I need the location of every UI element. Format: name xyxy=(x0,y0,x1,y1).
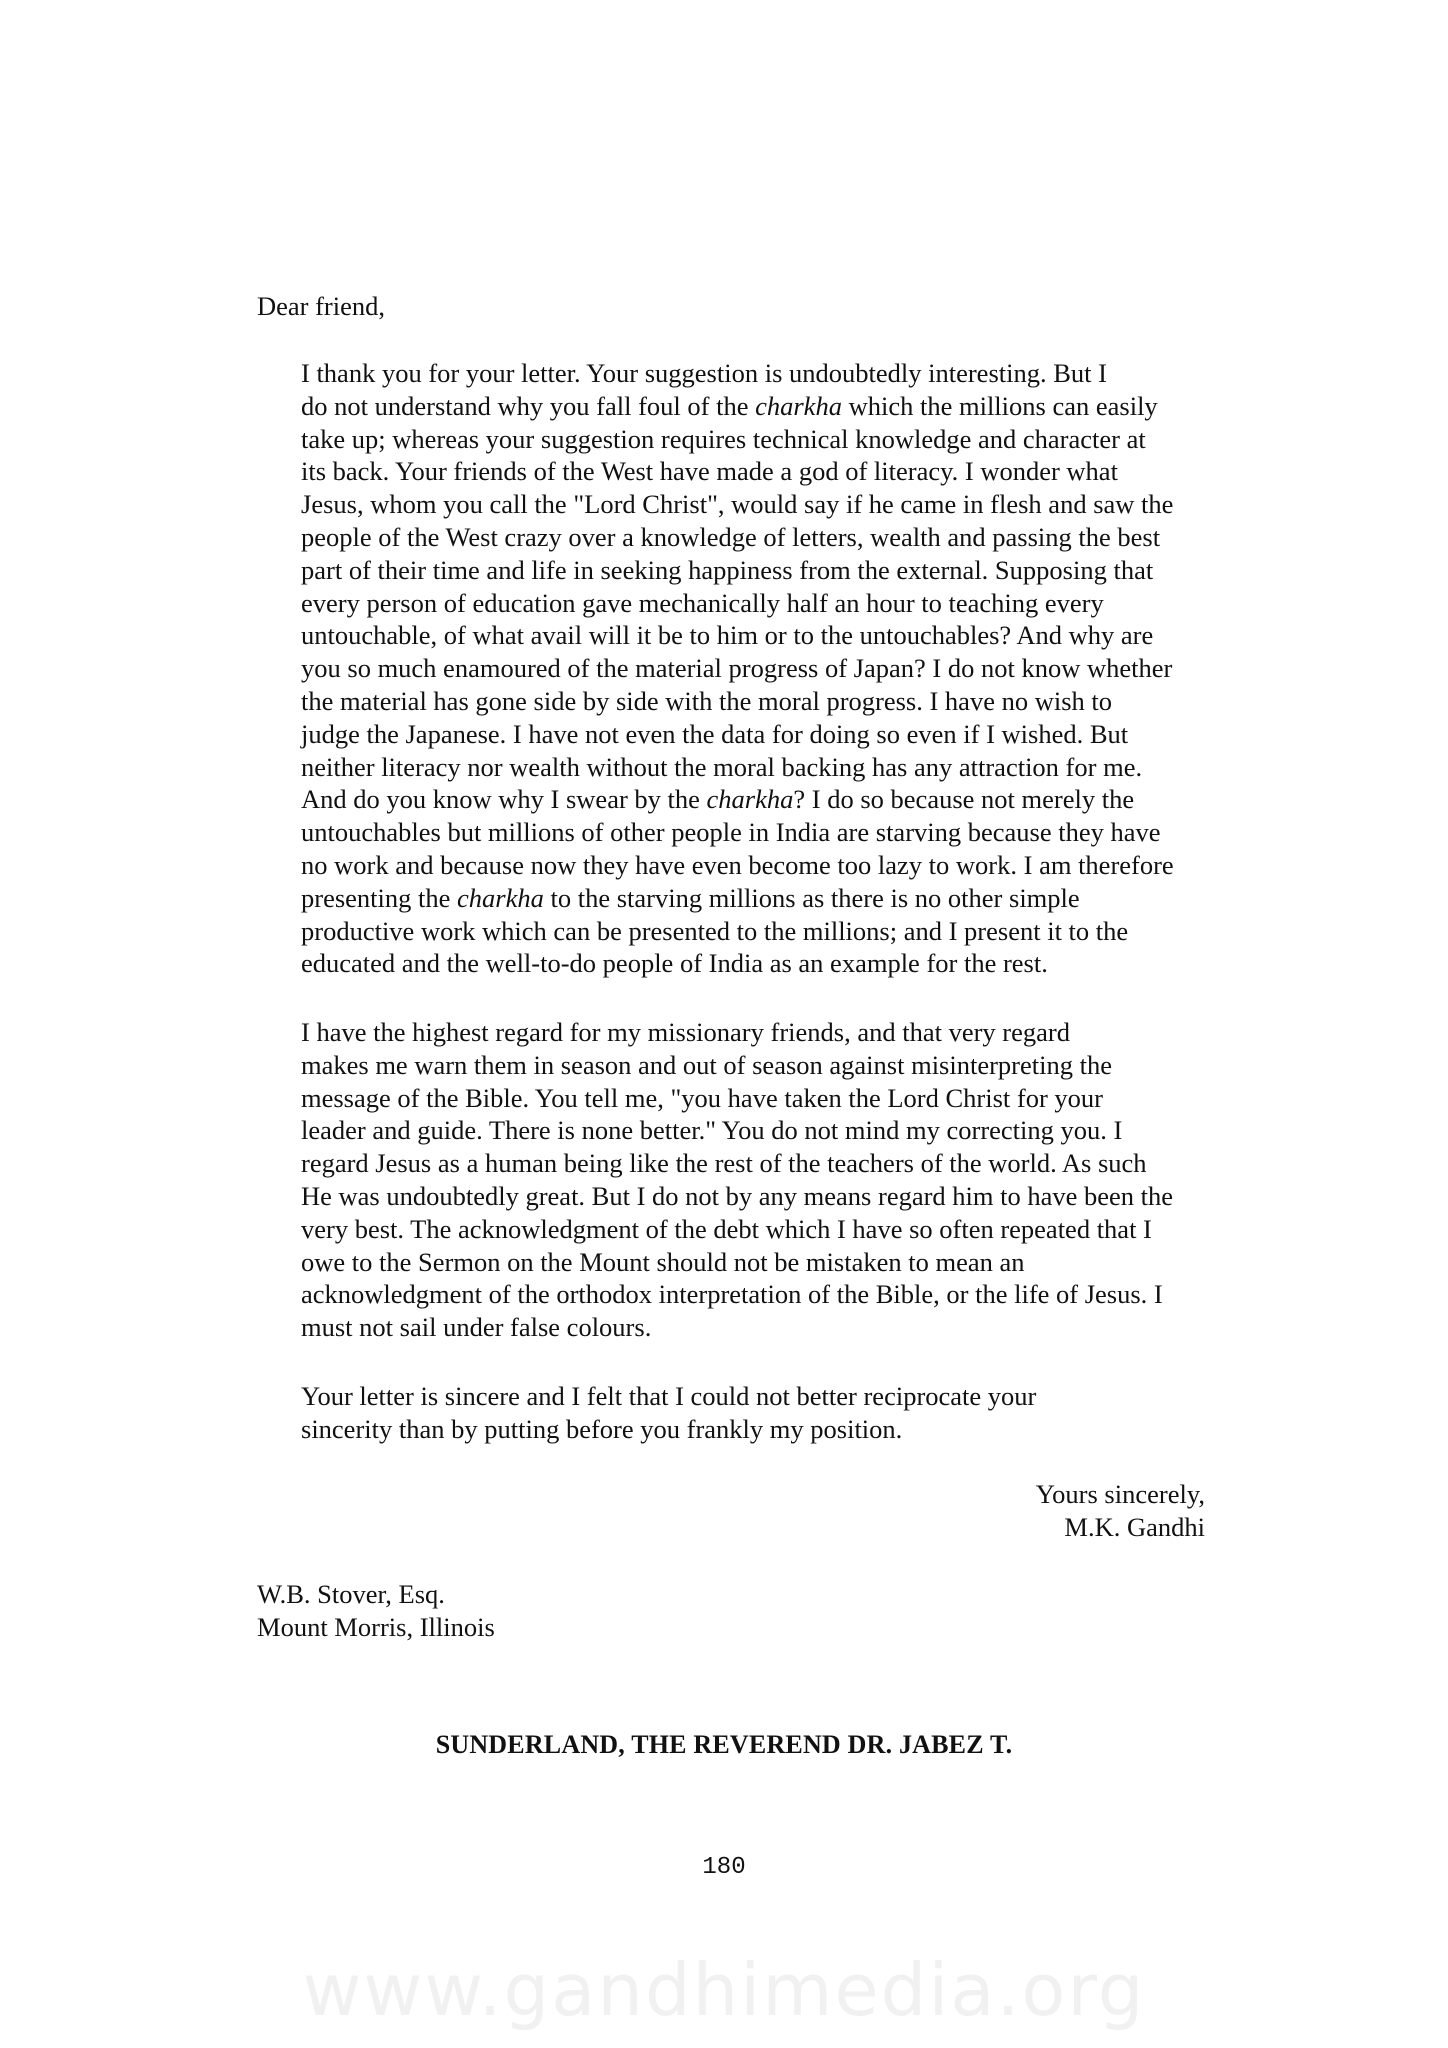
recipient-location: Mount Morris, Illinois xyxy=(257,1611,495,1642)
text-line: acknowledgment of the orthodox interpretation of the Bible, or the life of Jesus. I xyxy=(301,1279,1163,1310)
text-line: sincerity than by putting before you frankly my position. xyxy=(301,1413,903,1444)
text-line: the material has gone side by side with the moral progress. I have no wish to xyxy=(301,685,1113,716)
text-line: And do you know why I swear by the charkha? I do so because not merely the xyxy=(301,784,1135,815)
text-line: educated and the well-to-do people of India as an example for the rest. xyxy=(301,948,1048,979)
paragraph-1-text xyxy=(257,357,1205,980)
italic-term: charkha xyxy=(457,882,544,913)
text-line: judge the Japanese. I have not even the data for doing so even if I wished. But xyxy=(301,718,1129,749)
text-line: no work and because now they have even become too lazy to work. I am therefore xyxy=(301,849,1174,880)
text-line: take up; whereas your suggestion requires technical knowledge and character at xyxy=(301,423,1146,454)
text-line: productive work which can be presented to the millions; and I present it to the xyxy=(301,915,1129,946)
paragraph-3 xyxy=(257,1380,1205,1446)
text-line: part of their time and life in seeking happiness from the external. Supposing that xyxy=(301,554,1154,585)
text-line: makes me warn them in season and out of season against misinterpreting the xyxy=(301,1049,1112,1080)
letter-closing xyxy=(1036,1478,1205,1544)
text-line: you so much enamoured of the material progress of Japan? I do not know whether xyxy=(301,653,1173,684)
text-line: regard Jesus as a human being like the rest of the teachers of the world. As such xyxy=(301,1148,1147,1179)
paragraph-3-text xyxy=(257,1380,1205,1446)
paragraph-2 xyxy=(257,1016,1205,1344)
text-line: leader and guide. There is none better." You do not mind my correcting you. I xyxy=(301,1115,1123,1146)
signature: M.K. Gandhi xyxy=(1064,1511,1205,1542)
text-line: Jesus, whom you call the "Lord Christ", would say if he came in flesh and saw the xyxy=(301,489,1174,520)
text-line: every person of education gave mechanically half an hour to teaching every xyxy=(301,587,1104,618)
text-line: I have the highest regard for my missionary friends, and that very regard xyxy=(301,1017,1070,1047)
text-line: untouchable, of what avail will it be to him or to the untouchables? And why are xyxy=(301,620,1154,651)
text-line: people of the West crazy over a knowledge of letters, wealth and passing the best xyxy=(301,521,1161,552)
paragraph-1 xyxy=(257,357,1205,980)
paragraph-2-text xyxy=(257,1016,1205,1344)
recipient-name: W.B. Stover, Esq. xyxy=(257,1579,445,1609)
text-line: neither literacy nor wealth without the moral backing has any attraction for me. xyxy=(301,751,1143,782)
text-line: I thank you for your letter. Your suggestion is undoubtedly interesting. But I xyxy=(301,358,1107,388)
text-line: do not understand why you fall foul of the charkha which the millions can easily xyxy=(301,390,1158,421)
text-line: presenting the charkha to the starving millions as there is no other simple xyxy=(301,882,1080,913)
section-heading: SUNDERLAND, THE REVEREND DR. JABEZ T. xyxy=(435,1730,1013,1759)
recipient-address xyxy=(257,1578,495,1644)
text-line: message of the Bible. You tell me, "you have taken the Lord Christ for your xyxy=(301,1082,1103,1113)
page-number: 180 xyxy=(702,1854,746,1881)
text-line: He was undoubtedly great. But I do not by any means regard him to have been the xyxy=(301,1180,1174,1211)
text-line: Your letter is sincere and I felt that I could not better reciprocate your xyxy=(301,1381,1037,1411)
text-line: owe to the Sermon on the Mount should not be mistaken to mean an xyxy=(301,1246,1025,1277)
valediction: Yours sincerely, xyxy=(1035,1479,1205,1509)
text-line: must not sail under false colours. xyxy=(301,1312,652,1343)
text-line: its back. Your friends of the West have made a god of literacy. I wonder what xyxy=(301,456,1118,487)
text-line: untouchables but millions of other people in India are starving because they have xyxy=(301,817,1161,848)
salutation: Dear friend, xyxy=(257,291,386,321)
text-line: very best. The acknowledgment of the debt which I have so often repeated that I xyxy=(301,1213,1152,1244)
watermark: www.gandhimedia.org xyxy=(302,1948,1146,2032)
italic-term: charkha xyxy=(706,784,794,815)
italic-term: charkha xyxy=(755,390,842,421)
